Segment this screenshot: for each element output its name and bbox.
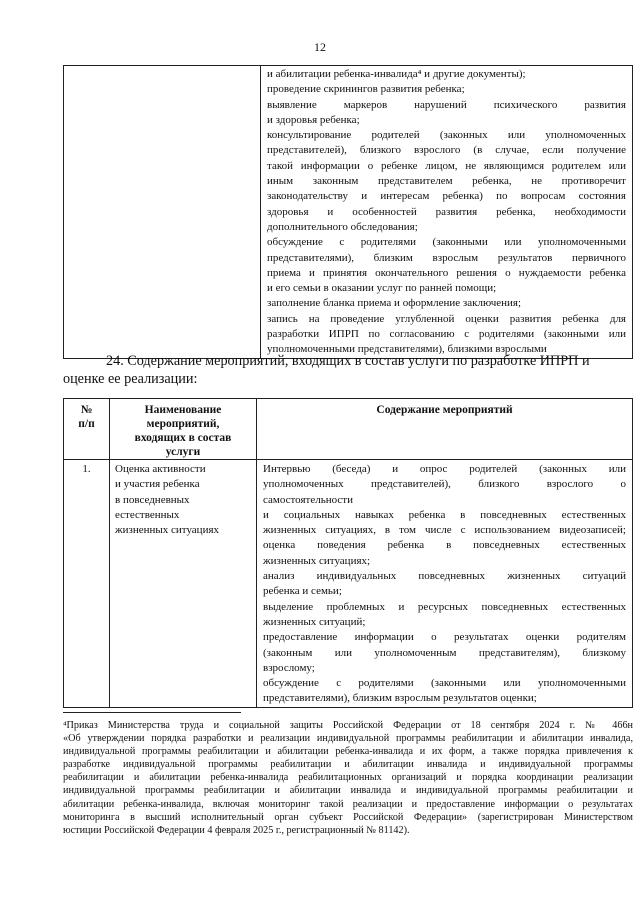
header-number-line: №: [80, 404, 93, 416]
text-line: дополнительного обследования;: [267, 220, 418, 233]
text-line: иным законным представителем ребенка, не противоречит: [267, 175, 626, 188]
text-line: представителей), близкого взрослого (в случае, если получение: [267, 144, 626, 157]
content-line: анализ индивидуальных повседневных жизненных ситуаций: [263, 570, 626, 583]
text-line: такой информации о ребенке лицом, не являющимся родителем или: [267, 159, 626, 172]
footnote-line: ⁴Приказ Министерства труда и социальной защиты Российской Федерации от 18 сентября 2024 г. № 466н: [63, 720, 633, 731]
continuation-lines: [267, 67, 626, 358]
content-line: (законным или уполномоченным представителям), близкому: [263, 646, 626, 659]
content-line: взрослому;: [263, 661, 315, 674]
text-line: здоровья и особенностей развития ребенка, необходимости: [267, 205, 626, 218]
header-name-line: входящих в состав: [134, 432, 232, 444]
footnote-line: абилитации ребенка-инвалида, включая мониторинг такой реализации и предоставление информации о результатах: [63, 798, 633, 810]
footnote-line: индивидуальной программы реабилитации и абилитации ребенка-инвалида и их форм, а также порядка привлечения к: [63, 746, 633, 758]
text-line: и абилитации ребенка-инвалида⁴ и другие документы);: [267, 68, 526, 80]
footnote-line: юстиции Российской Федерации 4 февраля 2025 г., регистрационный № 81142).: [63, 824, 410, 836]
footnote-line: индивидуальной программы реабилитации и абилитации инвалида и индивидуальной программы реабилитации и: [63, 785, 633, 797]
activity-name-line: в повседневных: [115, 493, 190, 506]
header-number-line: п/п: [78, 418, 95, 430]
section-heading-line1: 24. Содержание мероприятий, входящих в состав услуги по разработке ИПРП и: [106, 353, 590, 369]
header-name-line: Наименование: [144, 404, 222, 416]
footnote-separator: [63, 712, 241, 713]
content-line: самостоятельности: [263, 493, 353, 506]
header-name-line: мероприятий,: [146, 418, 220, 430]
table-header-row: [64, 399, 633, 460]
footnote-line: «Об утверждении порядка разработки и реализации индивидуальной программы реабилитации и абилитации инвалида,: [63, 733, 633, 745]
text-line: уполномоченными представителями), близкими взрослыми: [267, 343, 547, 356]
text-line: проведение скринингов развития ребенка;: [267, 83, 465, 96]
activity-name-line: и участия ребенка: [115, 478, 200, 491]
text-line: консультирование родителей (законных или уполномоченных: [267, 129, 626, 142]
content-line: жизненных ситуациях, в том числе с использованием видеозаписей;: [263, 524, 626, 537]
content-line: уполномоченных представителей), близкого взрослого о: [263, 478, 626, 491]
content-line: Интервью (беседа) и опрос родителей (законных или: [263, 463, 626, 475]
continuation-table: [63, 65, 633, 359]
content-line: выделение проблемных и ресурсных повседневных естественных: [263, 600, 626, 613]
table-row: [64, 460, 633, 708]
content-line: ребенка и семьи;: [263, 585, 342, 598]
text-line: приема и принятия окончательного решения о нуждаемости ребенка: [267, 266, 626, 279]
table-row: [64, 66, 633, 359]
empty-name-cell: [64, 66, 261, 359]
text-line: представителями), близким взрослым результатов первичного: [267, 251, 626, 264]
text-line: и здоровья ребенка;: [267, 113, 360, 126]
activity-content-cell: [257, 460, 633, 708]
content-line: жизненных ситуациях;: [263, 554, 371, 567]
footnote-line: разработке индивидуальной программы реабилитации и абилитации инвалида и индивидуальной программы: [63, 759, 633, 771]
continuation-content-cell: [261, 66, 633, 359]
activity-name-lines: [115, 462, 252, 538]
section-heading: [63, 352, 633, 388]
activity-content-lines: [263, 462, 626, 707]
text-line: разработки ИПРП по согласованию с родителями (законными или: [267, 328, 626, 341]
text-line: и его семьи в оказании услуг по ранней помощи;: [267, 282, 497, 295]
footnote-line: мониторинга в высший исполнительный орган субъект Российской Федерации» (зарегистрирован Министерством: [63, 811, 633, 823]
content-line: жизненных ситуаций;: [263, 615, 366, 628]
section-heading-line2: оценке ее реализации:: [63, 371, 198, 387]
footnote: [63, 719, 633, 837]
text-line: заполнение бланка приема и оформление заключения;: [267, 297, 522, 310]
row-number: 1.: [64, 460, 110, 708]
content-line: представителями), близким взрослым результатов оценки;: [263, 692, 537, 705]
activity-name-cell: [110, 460, 257, 708]
content-line: оценка поведения ребенка в повседневных естественных: [263, 539, 626, 552]
header-content: Содержание мероприятий: [257, 399, 633, 460]
text-line: выявление маркеров нарушений психического развития: [267, 98, 626, 111]
content-line: предоставление информации о результатах оценки родителям: [263, 631, 626, 644]
content-line: и социальных навыках ребенка в повседневных естественных: [263, 508, 626, 521]
footnote-line: реабилитации и абилитации ребенка-инвалида реабилитационных организаций и порядка координации реализации: [63, 772, 633, 784]
header-name: [110, 399, 257, 460]
text-line: обсуждение с родителями (законными или уполномоченными: [267, 236, 626, 249]
activity-name-line: Оценка активности: [115, 463, 206, 475]
text-line: запись на проведение углубленной оценки развития ребенка для: [267, 312, 626, 325]
activity-name-line: естественных: [115, 508, 180, 521]
header-name-line: услуги: [165, 446, 201, 458]
page-number: 12: [314, 40, 326, 54]
activities-table: [63, 398, 633, 708]
text-line: законодательству и интересам ребенка) по вопросам состояния: [267, 190, 626, 203]
header-number: [64, 399, 110, 460]
content-line: обсуждение с родителями (законными или уполномоченными: [263, 677, 626, 690]
activity-name-line: жизненных ситуациях: [115, 524, 220, 537]
